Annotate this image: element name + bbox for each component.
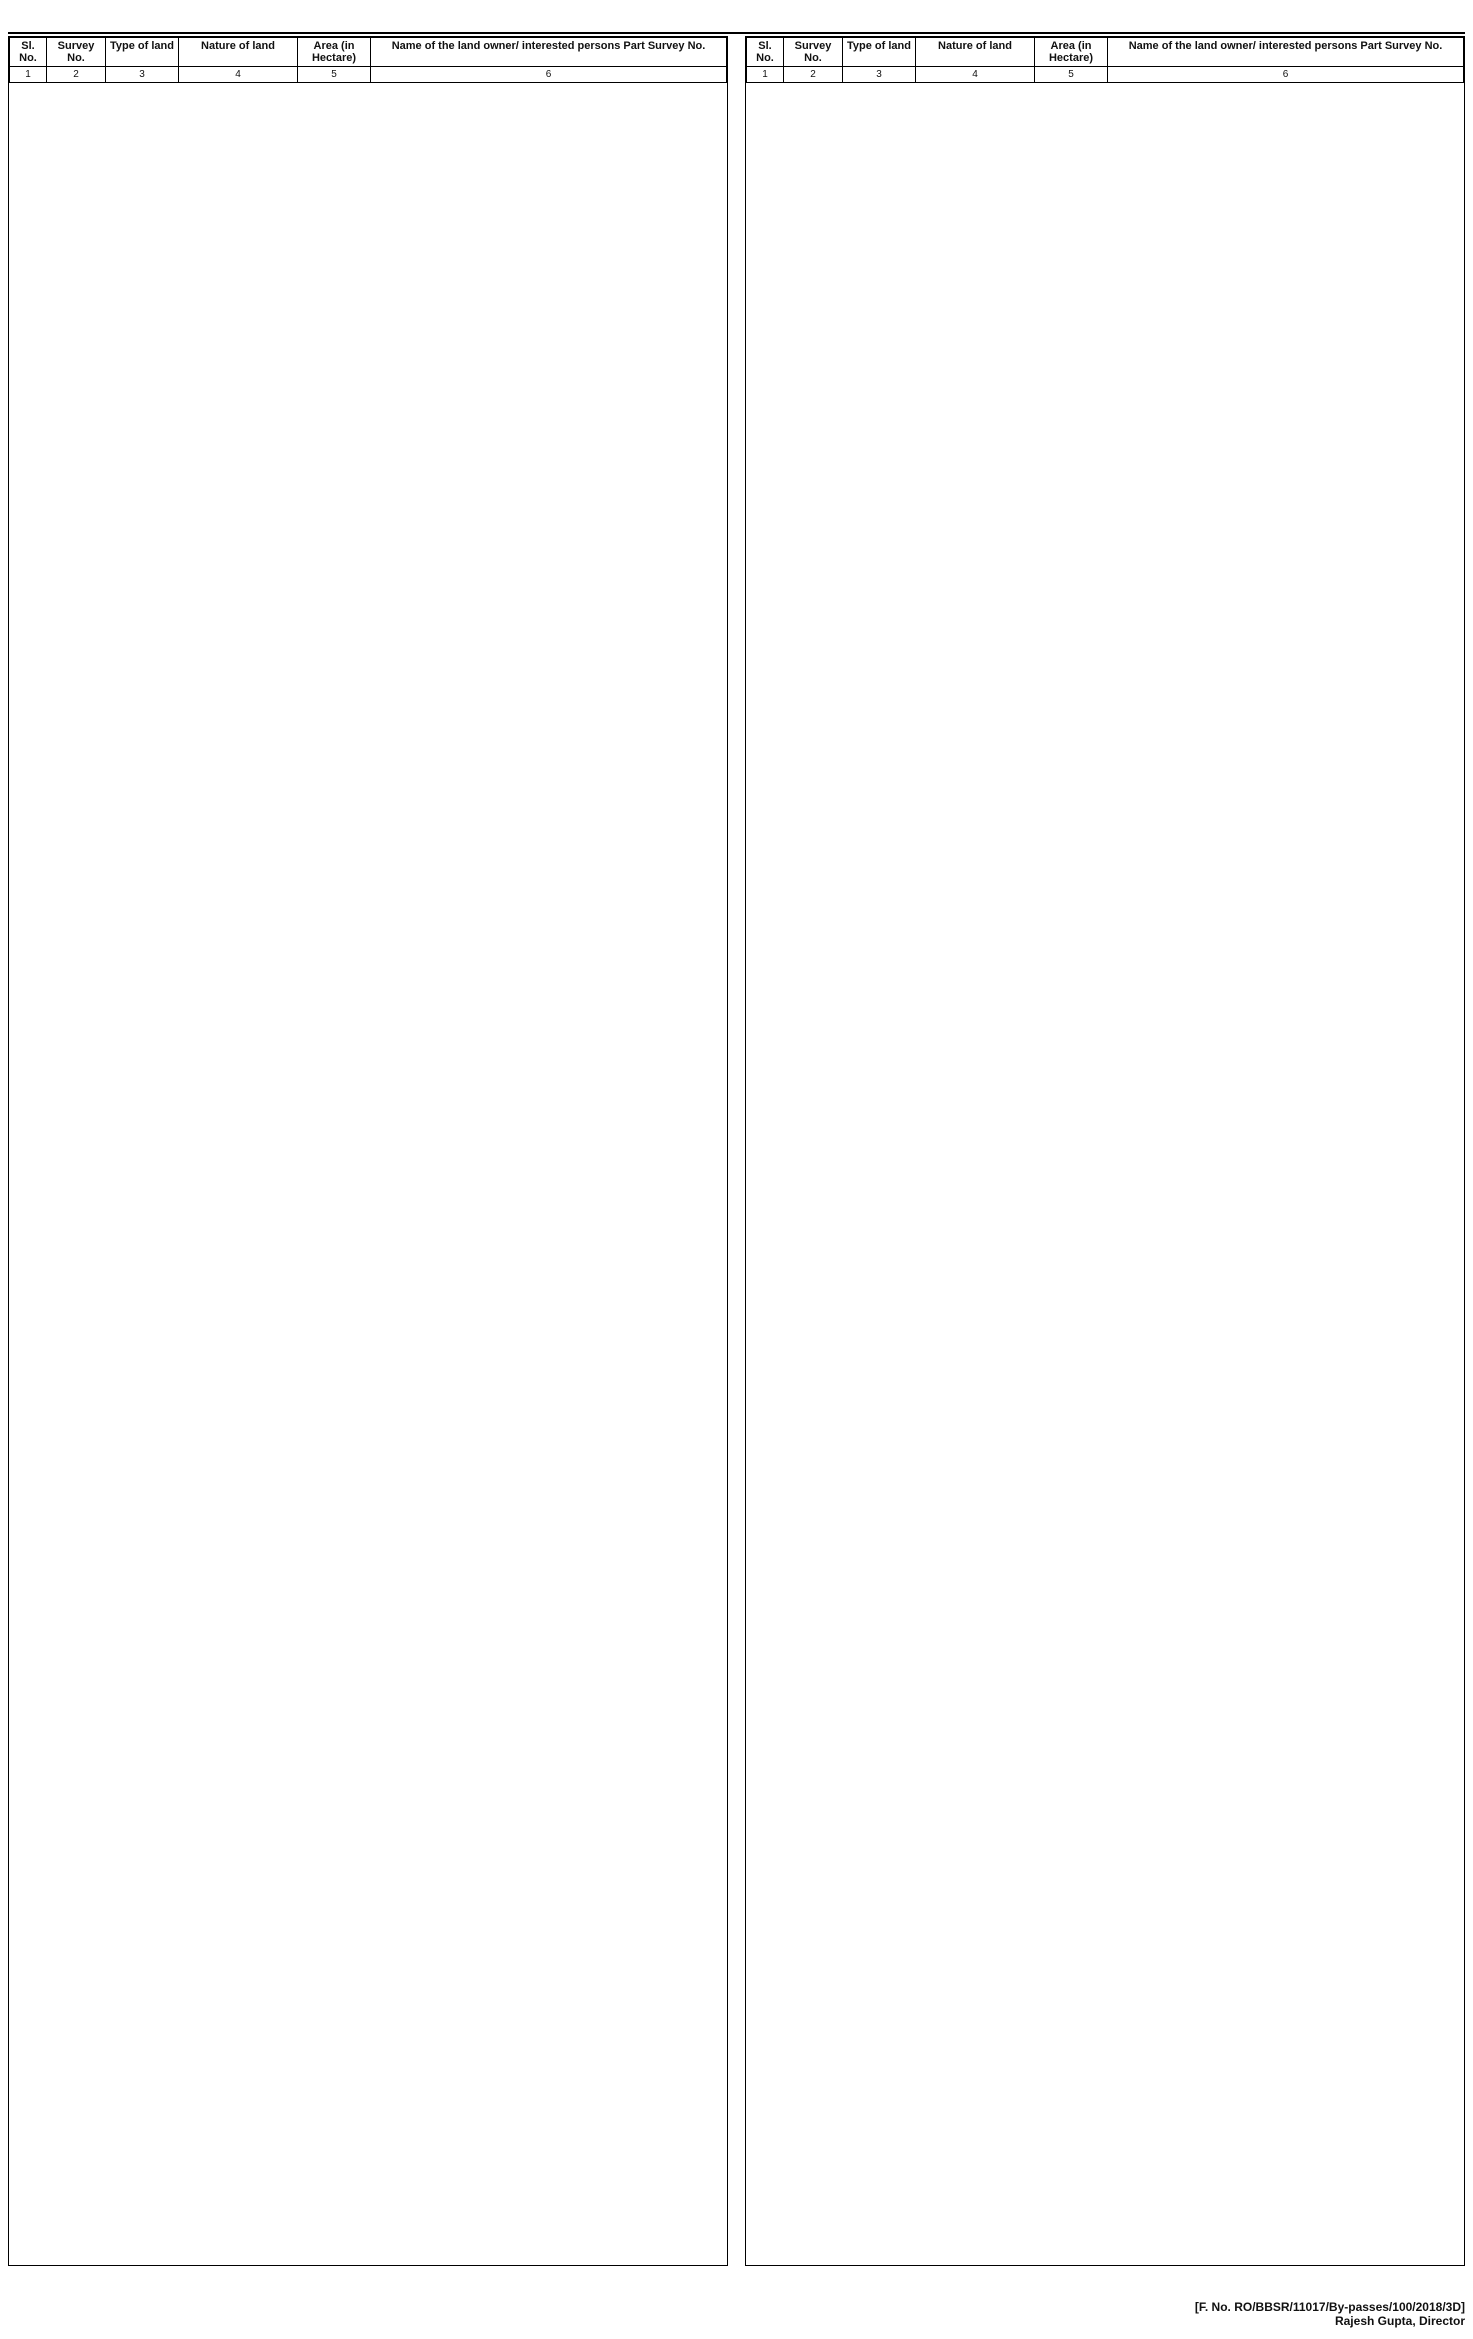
col-number: 1 — [747, 67, 784, 83]
col-number: 3 — [843, 67, 916, 83]
col-nature-of-land: Nature of land — [179, 38, 298, 67]
col-owner-names: Name of the land owner/ interested persons Part Survey No. — [1108, 38, 1464, 67]
col-number: 5 — [1035, 67, 1108, 83]
col-number: 4 — [916, 67, 1035, 83]
column-number-row — [10, 67, 727, 83]
column-number-row — [747, 67, 1464, 83]
col-number: 1 — [10, 67, 47, 83]
col-survey-no: Survey No. — [47, 38, 106, 67]
header-row — [747, 38, 1464, 67]
col-sl-no: Sl. No. — [10, 38, 47, 67]
col-number: 5 — [298, 67, 371, 83]
col-area: Area (in Hectare) — [298, 38, 371, 67]
survey-table-right — [745, 36, 1465, 2266]
col-number: 6 — [1108, 67, 1464, 83]
header-row — [10, 38, 727, 67]
col-number: 2 — [47, 67, 106, 83]
col-nature-of-land: Nature of land — [916, 38, 1035, 67]
col-type-of-land: Type of land — [843, 38, 916, 67]
col-number: 6 — [371, 67, 727, 83]
col-number: 3 — [106, 67, 179, 83]
running-header — [8, 4, 1465, 34]
notification-footer — [745, 2300, 1465, 2328]
col-sl-no: Sl. No. — [747, 38, 784, 67]
col-area: Area (in Hectare) — [1035, 38, 1108, 67]
col-number: 2 — [784, 67, 843, 83]
survey-table-left — [8, 36, 728, 2266]
col-owner-names: Name of the land owner/ interested persons Part Survey No. — [371, 38, 727, 67]
col-survey-no: Survey No. — [784, 38, 843, 67]
col-number: 4 — [179, 67, 298, 83]
col-type-of-land: Type of land — [106, 38, 179, 67]
signatory: Rajesh Gupta, Director — [1334, 2314, 1465, 2328]
file-reference: [F. No. RO/BBSR/11017/By-passes/100/2018/3D] — [1194, 2300, 1465, 2314]
